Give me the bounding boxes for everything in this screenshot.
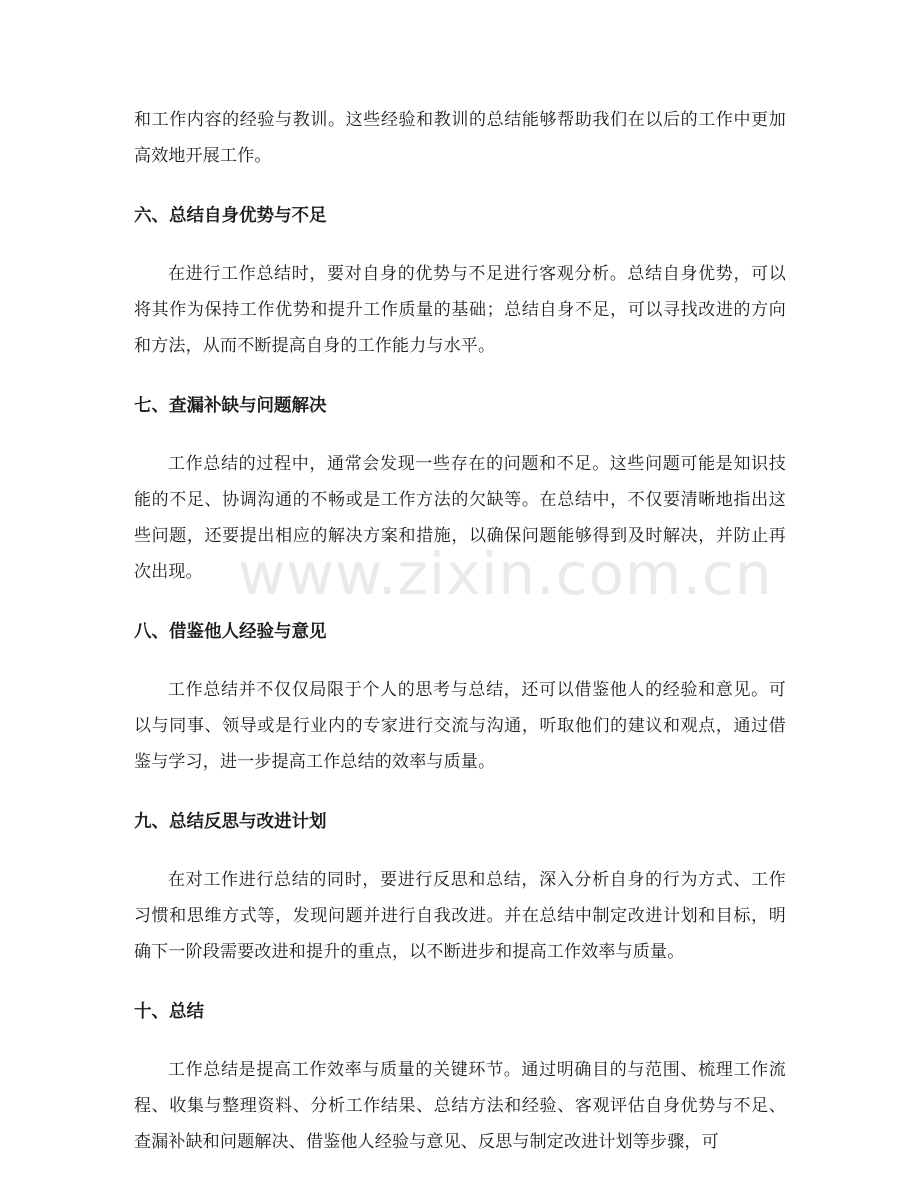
section-heading-6: 六、总结自身优势与不足 [134,206,327,226]
section-body-9: 在对工作进行总结的同时，要进行反思和总结，深入分析自身的行为方式、工作习惯和思维方式等，发现问题并进行自我改进。并在总结中制定改进计划和目标，明确下一阶段需要改进和提升的重点，以不断进步和提高工作效率与质量。 [134,870,786,962]
section-heading-7: 七、查漏补缺与问题解决 [134,396,327,416]
section-heading-9: 九、总结反思与改进计划 [134,812,327,832]
document-body [134,102,786,1160]
section-body-8: 工作总结并不仅仅局限于个人的思考与总结，还可以借鉴他人的经验和意见。可以与同事、领导或是行业内的专家进行交流与沟通，听取他们的建议和观点，通过借鉴与学习，进一步提高工作总结的效率与质量。 [134,680,786,772]
section-body-7: 工作总结的过程中，通常会发现一些存在的问题和不足。这些问题可能是知识技能的不足、协调沟通的不畅或是工作方法的欠缺等。在总结中，不仅要清晰地指出这些问题，还要提出相应的解决方案和措施，以确保问题能够得到及时解决，并防止再次出现。 [134,454,786,582]
section-heading-10: 十、总结 [134,1002,204,1022]
section-body-10: 工作总结是提高工作效率与质量的关键环节。通过明确目的与范围、梳理工作流程、收集与整理资料、分析工作结果、总结方法和经验、客观评估自身优势与不足、查漏补缺和问题解决、借鉴他人经验与意见、反思与制定改进计划等步骤，可 [134,1060,786,1152]
section-body-6: 在进行工作总结时，要对自身的优势与不足进行客观分析。总结自身优势，可以将其作为保持工作优势和提升工作质量的基础；总结自身不足，可以寻找改进的方向和方法，从而不断提高自身的工作能力与水平。 [134,264,786,356]
section-heading-8: 八、借鉴他人经验与意见 [134,622,327,642]
watermark: www.zixin.com.cn [238,540,773,608]
intro-paragraph: 和工作内容的经验与教训。这些经验和教训的总结能够帮助我们在以后的工作中更加高效地开展工作。 [134,110,786,166]
